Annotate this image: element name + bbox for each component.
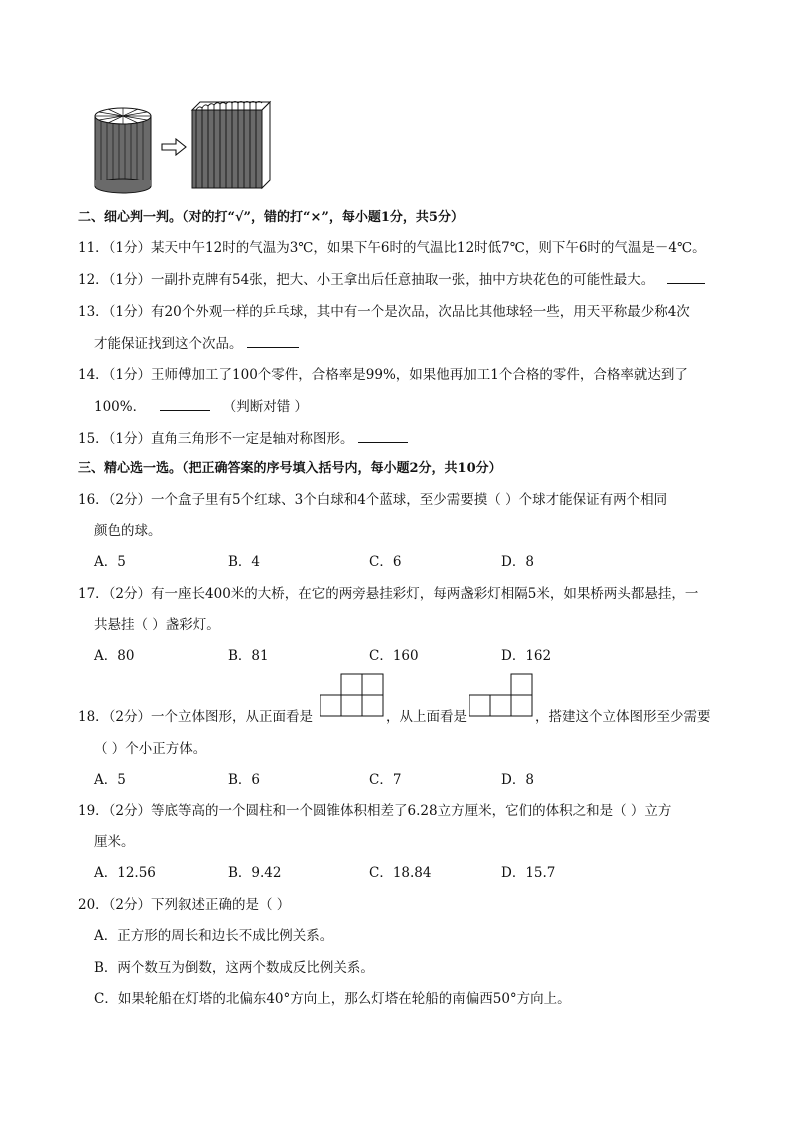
question-15-text: 15．（1分）直角三角形不一定是轴对称图形。 [78, 431, 354, 447]
question-20-line1: 20．（2分）下列叙述正确的是（ ） [78, 897, 291, 913]
option-c[interactable]: C．160 [369, 648, 419, 664]
answer-blank[interactable] [667, 271, 705, 284]
question-18-part3: ，搭建这个立体图形至少需要 [535, 709, 711, 725]
option-b[interactable]: B．6 [228, 772, 261, 788]
option-c[interactable]: C．6 [369, 554, 402, 570]
question-11: 11．（1分）某天中午12时的气温为3℃，如果下午6时的气温比12时低7℃，则下午6时的气温是－4℃。 [78, 240, 706, 256]
question-16-line2: 颜色的球。 [94, 523, 162, 539]
option-a[interactable]: A．正方形的周长和边长不成比例关系。 [94, 928, 334, 944]
top-view-figure [469, 673, 533, 717]
option-b[interactable]: B．4 [228, 554, 261, 570]
question-14-value: 100%． [94, 399, 147, 415]
question-14-line1: 14．（1分）王师傅加工了100个零件，合格率是99%，如果他再加工1个合格的零件，合格率就达到了 [78, 367, 688, 383]
sliced-cylinder-icon [95, 108, 151, 193]
option-b[interactable]: B．81 [228, 648, 269, 664]
question-13-line1: 13．（1分）有20个外观一样的乒乓球，其中有一个是次品，次品比其他球轻一些，用天平称最少称4次 [78, 304, 690, 320]
answer-blank[interactable] [247, 335, 299, 348]
option-a[interactable]: A．5 [94, 554, 126, 570]
option-a[interactable]: A．80 [94, 648, 135, 664]
option-c[interactable]: C．如果轮船在灯塔的北偏东40°方向上，那么灯塔在轮船的南偏西50°方向上。 [94, 991, 571, 1007]
option-a[interactable]: A．5 [94, 772, 126, 788]
option-d[interactable]: D．8 [501, 772, 534, 788]
front-view-figure [320, 673, 384, 717]
arrow-icon [162, 139, 186, 155]
answer-blank[interactable] [160, 398, 210, 411]
cylinder-transform-figure [90, 100, 290, 195]
rearranged-block-icon [192, 102, 270, 189]
question-18-part1: 18．（2分）一个立体图形，从正面看是 [78, 709, 314, 725]
question-19-line1: 19．（2分）等底等高的一个圆柱和一个圆锥体积相差了6.28立方厘米，它们的体积之和是（ ）立方 [78, 803, 672, 819]
question-17-line1: 17．（2分）有一座长400米的大桥，在它的两旁悬挂彩灯，每两盏彩灯相隔5米，如果桥两头都悬挂，一 [78, 586, 699, 602]
section2-heading: 二、细心判一判。（对的打“√”，错的打“×”，每小题1分，共5分） [78, 210, 464, 225]
question-13-text: 才能保证找到这个次品。 [94, 336, 243, 352]
question-13-line2 [94, 332, 299, 352]
question-12 [78, 268, 705, 288]
option-d[interactable]: D．15.7 [501, 865, 556, 881]
section3-heading: 三、精心选一选。（把正确答案的序号填入括号内，每小题2分，共10分） [78, 461, 502, 476]
question-18-part2: ，从上面看是 [386, 709, 467, 725]
question-15 [78, 427, 408, 447]
option-b[interactable]: B．两个数互为倒数，这两个数成反比例关系。 [94, 960, 374, 976]
question-18-line2: （ ）个小正方体。 [94, 741, 207, 757]
question-14-hint: （判断对错 ） [222, 399, 308, 415]
option-d[interactable]: D．8 [501, 554, 534, 570]
option-c[interactable]: C．18.84 [369, 865, 432, 881]
question-12-text: 12．（1分）一副扑克牌有54张，把大、小王拿出后任意抽取一张，抽中方块花色的可能性最大。 [78, 272, 655, 288]
question-16-line1: 16．（2分）一个盒子里有5个红球、3个白球和4个蓝球，至少需要摸（ ）个球才能保证有两个相同 [78, 492, 668, 508]
answer-blank[interactable] [358, 430, 408, 443]
option-d[interactable]: D．162 [501, 648, 552, 664]
option-a[interactable]: A．12.56 [94, 865, 156, 881]
question-17-line2: 共悬挂（ ）盏彩灯。 [94, 617, 220, 633]
question-19-line2: 厘米。 [94, 834, 135, 850]
option-b[interactable]: B．9.42 [228, 865, 282, 881]
question-14-line2 [94, 395, 308, 415]
option-c[interactable]: C．7 [369, 772, 402, 788]
